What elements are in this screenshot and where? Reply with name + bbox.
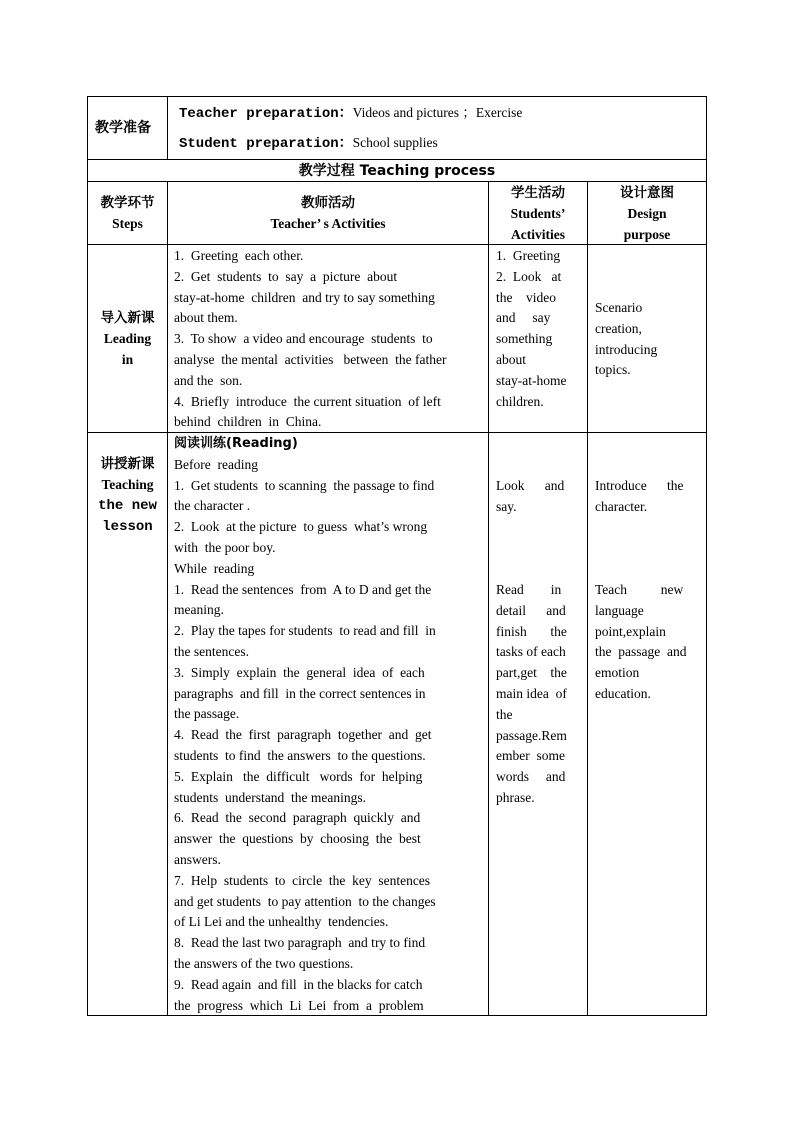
teaching-teacher-line: answers. bbox=[174, 851, 221, 867]
leading-student-line: about bbox=[496, 351, 526, 367]
table-border-top bbox=[87, 96, 707, 97]
table-border-right bbox=[706, 96, 707, 1016]
leading-teacher-line: 1. Greeting each other. bbox=[174, 248, 304, 263]
col-divider-students bbox=[587, 181, 588, 1016]
leading-design-line: creation, bbox=[595, 320, 642, 336]
teaching-design-line: Introduce the bbox=[595, 478, 684, 493]
leading-design-line: Scenario bbox=[595, 300, 643, 315]
teaching-teacher-line: 2. Look at the picture to guess what’s wrong bbox=[174, 519, 428, 535]
teaching-teacher-line: 阅读训练(Reading) bbox=[174, 436, 298, 451]
leading-step-cn: 导入新课 bbox=[100, 310, 155, 326]
header-teacher-en: Teacher’ s Activities bbox=[270, 216, 386, 231]
teaching-teacher-line: and get students to pay attention to the changes bbox=[174, 893, 436, 909]
row-divider-prep bbox=[87, 159, 707, 160]
leading-student-line: something bbox=[496, 331, 553, 347]
teaching-teacher-line: answer the questions by choosing the best bbox=[174, 831, 421, 847]
leading-student-activities bbox=[496, 246, 579, 412]
leading-student-line: and say bbox=[496, 310, 551, 326]
teaching-teacher-line: of Li Lei and the unhealthy tendencies. bbox=[174, 914, 389, 930]
teaching-design-line: the passage and bbox=[595, 644, 687, 660]
header-steps-en: Steps bbox=[112, 216, 143, 231]
teaching-student-line: ember some bbox=[496, 748, 565, 764]
student-preparation-value: School supplies bbox=[352, 135, 438, 150]
teaching-step-en3: lesson bbox=[102, 519, 153, 535]
leading-teacher-line: 2. Get students to say a picture about bbox=[174, 268, 398, 284]
leading-teacher-line: 4. Briefly introduce the current situation of left bbox=[174, 393, 441, 409]
teaching-design-line: emotion bbox=[595, 665, 640, 681]
header-steps-cn: 教学环节 bbox=[100, 195, 155, 211]
student-preparation-key: Student preparation： bbox=[179, 136, 353, 152]
prep-label: 教学准备 bbox=[95, 120, 151, 136]
teaching-teacher-line: 1. Read the sentences from A to D and get the bbox=[174, 581, 432, 597]
teaching-student-activities-1 bbox=[496, 476, 579, 518]
teaching-teacher-line: the answers of the two questions. bbox=[174, 955, 354, 971]
teacher-preparation bbox=[179, 103, 522, 125]
teaching-design-line: character. bbox=[595, 498, 648, 514]
teaching-step-en1: Teaching bbox=[101, 477, 154, 492]
teaching-student-line: finish the bbox=[496, 623, 567, 639]
teaching-teacher-line: the passage. bbox=[174, 706, 240, 722]
header-teacher-cn: 教师活动 bbox=[301, 195, 355, 211]
leading-student-line: the video bbox=[496, 289, 556, 305]
header-design-cn: 设计意图 bbox=[620, 185, 674, 201]
teaching-teacher-line: 3. Simply explain the general idea of each bbox=[174, 664, 425, 680]
teaching-teacher-line: While reading bbox=[174, 560, 255, 576]
teaching-teacher-line: the progress which Li Lei from a problem bbox=[174, 997, 424, 1013]
teaching-student-line: main idea of bbox=[496, 685, 567, 701]
teaching-student-activities-2 bbox=[496, 580, 579, 809]
teaching-student-line: detail and bbox=[496, 602, 566, 618]
header-students-en2: Activities bbox=[511, 227, 565, 242]
leading-student-line: 1. Greeting bbox=[496, 248, 561, 263]
leading-teacher-activities bbox=[174, 246, 481, 433]
leading-design-line: introducing bbox=[595, 341, 658, 357]
teaching-design-purpose-1 bbox=[595, 476, 699, 518]
teaching-teacher-line: paragraphs and fill in the correct sentences in bbox=[174, 685, 426, 701]
teaching-student-line: Look and bbox=[496, 478, 565, 493]
teaching-student-line: phrase. bbox=[496, 789, 535, 805]
teaching-student-line: passage.Rem bbox=[496, 727, 567, 743]
teaching-student-line: tasks of each bbox=[496, 644, 566, 660]
teaching-teacher-line: the character . bbox=[174, 498, 251, 514]
process-title: 教学过程 Teaching process bbox=[298, 163, 496, 179]
teaching-teacher-line: Before reading bbox=[174, 456, 258, 472]
teaching-teacher-line: 6. Read the second paragraph quickly and bbox=[174, 810, 421, 826]
leading-teacher-line: behind children in China. bbox=[174, 414, 322, 430]
leading-design-line: topics. bbox=[595, 362, 631, 378]
teaching-teacher-line: with the poor boy. bbox=[174, 539, 276, 555]
leading-teacher-line: stay-at-home children and try to say something bbox=[174, 289, 435, 305]
teaching-teacher-line: 7. Help students to circle the key sentences bbox=[174, 872, 431, 888]
col-divider-steps bbox=[167, 181, 168, 1016]
teaching-teacher-line: meaning. bbox=[174, 602, 224, 618]
teaching-teacher-line: 1. Get students to scanning the passage to find bbox=[174, 477, 435, 493]
student-preparation bbox=[179, 133, 438, 155]
teaching-design-purpose-2 bbox=[595, 580, 699, 705]
leading-step-en1: Leading bbox=[103, 331, 152, 346]
leading-teacher-line: 3. To show a video and encourage students to bbox=[174, 331, 433, 347]
teaching-step-cn: 讲授新课 bbox=[100, 456, 155, 472]
header-design-en1: Design bbox=[627, 206, 667, 221]
leading-student-line: stay-at-home bbox=[496, 372, 567, 388]
col-divider-teacher bbox=[488, 181, 489, 1016]
teaching-student-line: Read in bbox=[496, 582, 562, 597]
teacher-preparation-value: Videos and pictures ；Exercise bbox=[352, 105, 523, 120]
teaching-design-line: point,explain bbox=[595, 623, 666, 639]
teaching-step-en2: the new bbox=[98, 498, 157, 514]
teaching-teacher-line: the sentences. bbox=[174, 643, 249, 659]
teaching-student-line: part,get the bbox=[496, 665, 567, 681]
teaching-teacher-line: students understand the meanings. bbox=[174, 789, 366, 805]
leading-student-line: children. bbox=[496, 393, 544, 409]
teaching-teacher-line: 5. Explain the difficult words for helping bbox=[174, 768, 423, 784]
header-students-cn: 学生活动 bbox=[511, 185, 565, 201]
leading-teacher-line: about them. bbox=[174, 310, 238, 326]
teaching-student-line: the bbox=[496, 706, 513, 722]
col-divider-prep bbox=[167, 96, 168, 159]
teaching-design-line: language bbox=[595, 602, 644, 618]
leading-student-line: 2. Look at bbox=[496, 268, 562, 284]
teaching-teacher-line: students to find the answers to the questions. bbox=[174, 747, 426, 763]
header-students-en1: Students’ bbox=[510, 206, 566, 221]
teaching-teacher-line: 9. Read again and fill in the blacks for catch bbox=[174, 976, 423, 992]
leading-teacher-line: and the son. bbox=[174, 372, 243, 388]
teaching-teacher-line: 8. Read the last two paragraph and try to find bbox=[174, 935, 426, 951]
teaching-student-line: say. bbox=[496, 498, 517, 514]
leading-teacher-line: analyse the mental activities between the father bbox=[174, 351, 447, 367]
leading-step-en2: in bbox=[121, 352, 134, 367]
header-design-en2: purpose bbox=[623, 227, 671, 242]
teacher-preparation-key: Teacher preparation： bbox=[179, 106, 353, 122]
teaching-design-line: education. bbox=[595, 685, 651, 701]
teaching-design-line: Teach new bbox=[595, 582, 684, 597]
teaching-teacher-line: 4. Read the first paragraph together and get bbox=[174, 727, 432, 743]
teaching-student-line: words and bbox=[496, 769, 566, 785]
teaching-teacher-line: 2. Play the tapes for students to read and fill in bbox=[174, 623, 436, 639]
teaching-teacher-activities bbox=[174, 434, 481, 1016]
leading-design-purpose bbox=[595, 298, 699, 381]
